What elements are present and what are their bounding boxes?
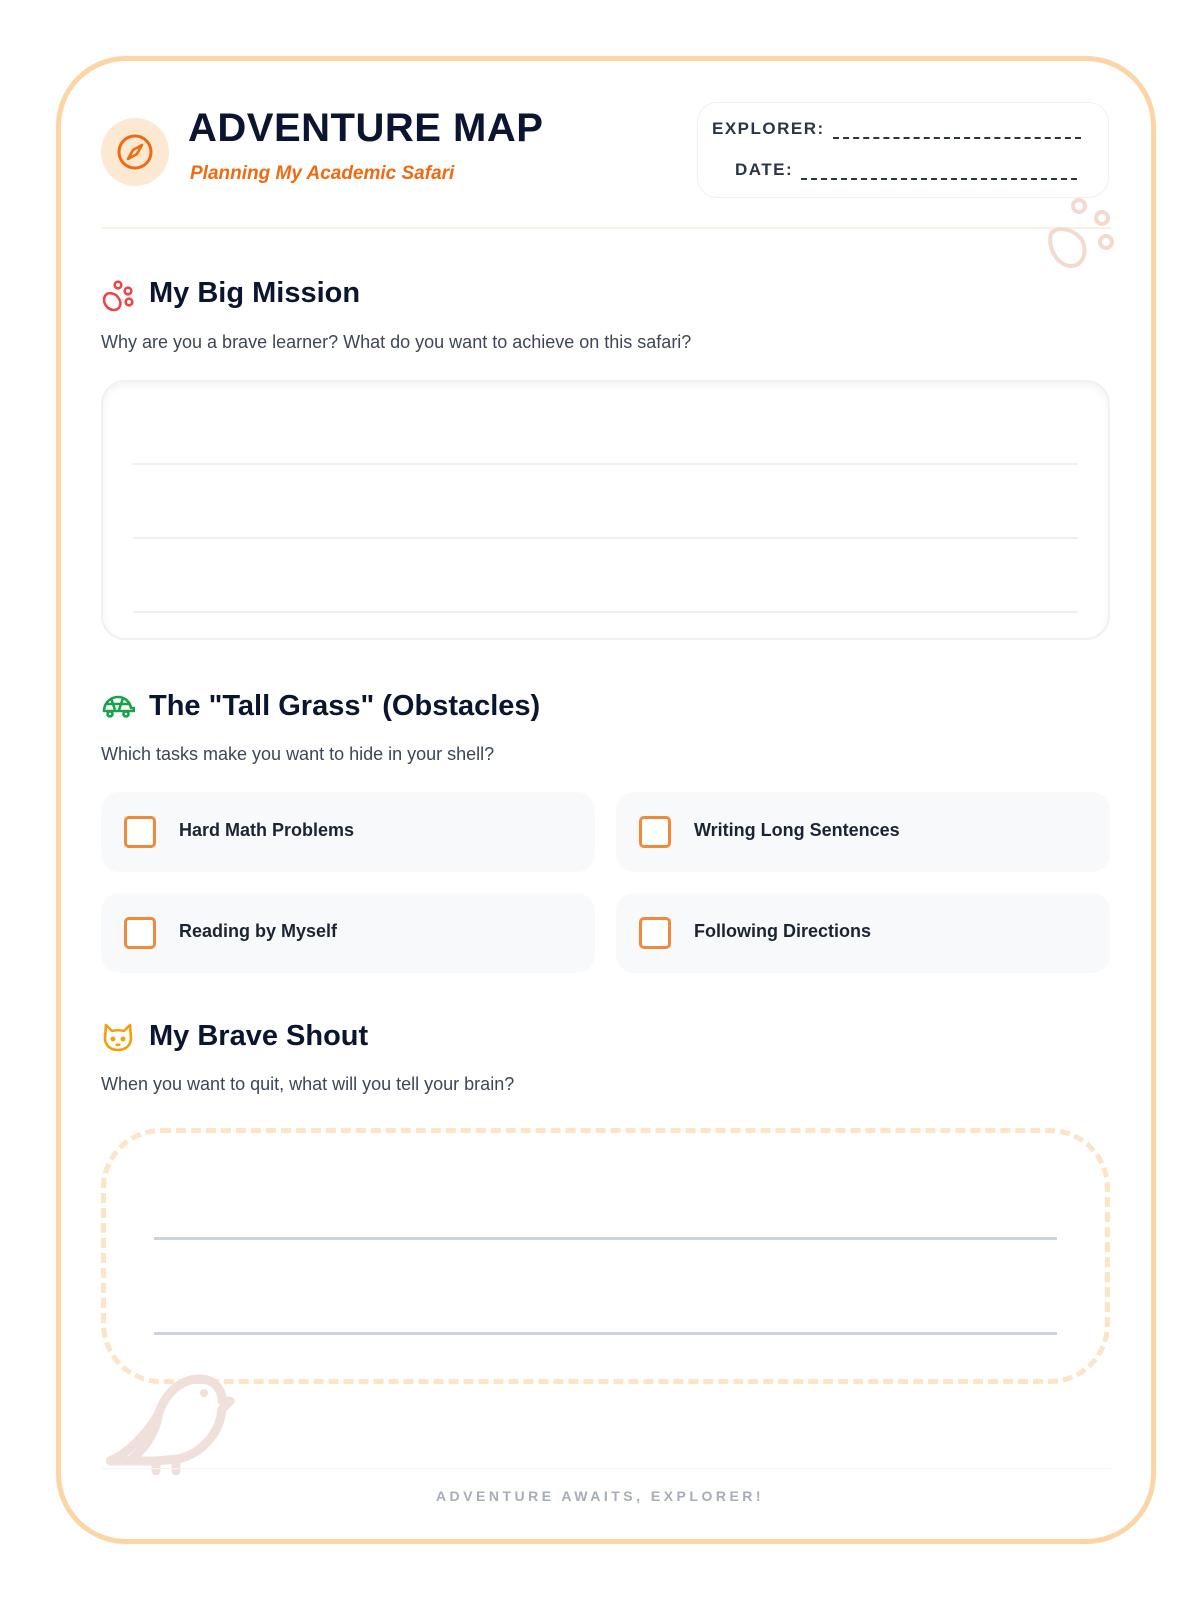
obstacles-prompt: Which tasks make you want to hide in your shell?: [101, 744, 495, 764]
date-row: [735, 160, 1077, 180]
shout-title: My Brave Shout: [149, 1020, 369, 1052]
obstacle-option[interactable]: [616, 893, 1110, 973]
footer-divider: [101, 1468, 1111, 1469]
cat-icon: [102, 1022, 134, 1052]
header-divider: [101, 227, 1111, 229]
writing-line: [154, 1332, 1057, 1335]
footer-text: ADVENTURE AWAITS, EXPLORER!: [435, 1488, 765, 1504]
obstacle-checkbox[interactable]: [124, 816, 156, 848]
obstacle-option[interactable]: [101, 893, 595, 973]
explorer-name-field[interactable]: [833, 123, 1081, 139]
writing-line: [133, 611, 1078, 613]
mission-title: My Big Mission: [149, 277, 361, 309]
writing-line: [133, 463, 1078, 465]
obstacle-checkbox[interactable]: [124, 917, 156, 949]
writing-line: [133, 537, 1078, 539]
paw-decoration-icon: [1043, 196, 1118, 276]
mission-prompt: Why are you a brave learner? What do you want to achieve on this safari?: [101, 332, 692, 352]
page-title: ADVENTURE MAP: [188, 106, 544, 150]
explorer-row: [712, 119, 1081, 139]
turtle-icon: [101, 694, 135, 718]
paw-icon: [101, 280, 135, 312]
obstacle-option[interactable]: [101, 792, 595, 872]
obstacles-title: The "Tall Grass" (Obstacles): [149, 690, 541, 722]
date-label: DATE:: [735, 160, 794, 179]
writing-line: [154, 1237, 1057, 1240]
compass-icon: [101, 118, 169, 186]
shout-prompt: When you want to quit, what will you tell your brain?: [101, 1074, 515, 1094]
explorer-info-box: [697, 102, 1109, 198]
obstacle-option-label: Hard Math Problems: [179, 820, 355, 840]
obstacle-option-label: Reading by Myself: [179, 921, 338, 941]
obstacle-option-label: Following Directions: [694, 921, 872, 941]
date-field[interactable]: [801, 164, 1077, 180]
obstacle-checkbox[interactable]: [639, 816, 671, 848]
mission-answer-area[interactable]: [101, 380, 1110, 640]
bird-decoration-icon: [106, 1355, 236, 1475]
shout-answer-area[interactable]: [101, 1128, 1110, 1384]
page-subtitle: Planning My Academic Safari: [190, 163, 455, 184]
obstacle-checkbox[interactable]: [639, 917, 671, 949]
obstacle-option[interactable]: [616, 792, 1110, 872]
explorer-label: EXPLORER:: [712, 119, 825, 138]
obstacle-option-label: Writing Long Sentences: [694, 820, 900, 840]
